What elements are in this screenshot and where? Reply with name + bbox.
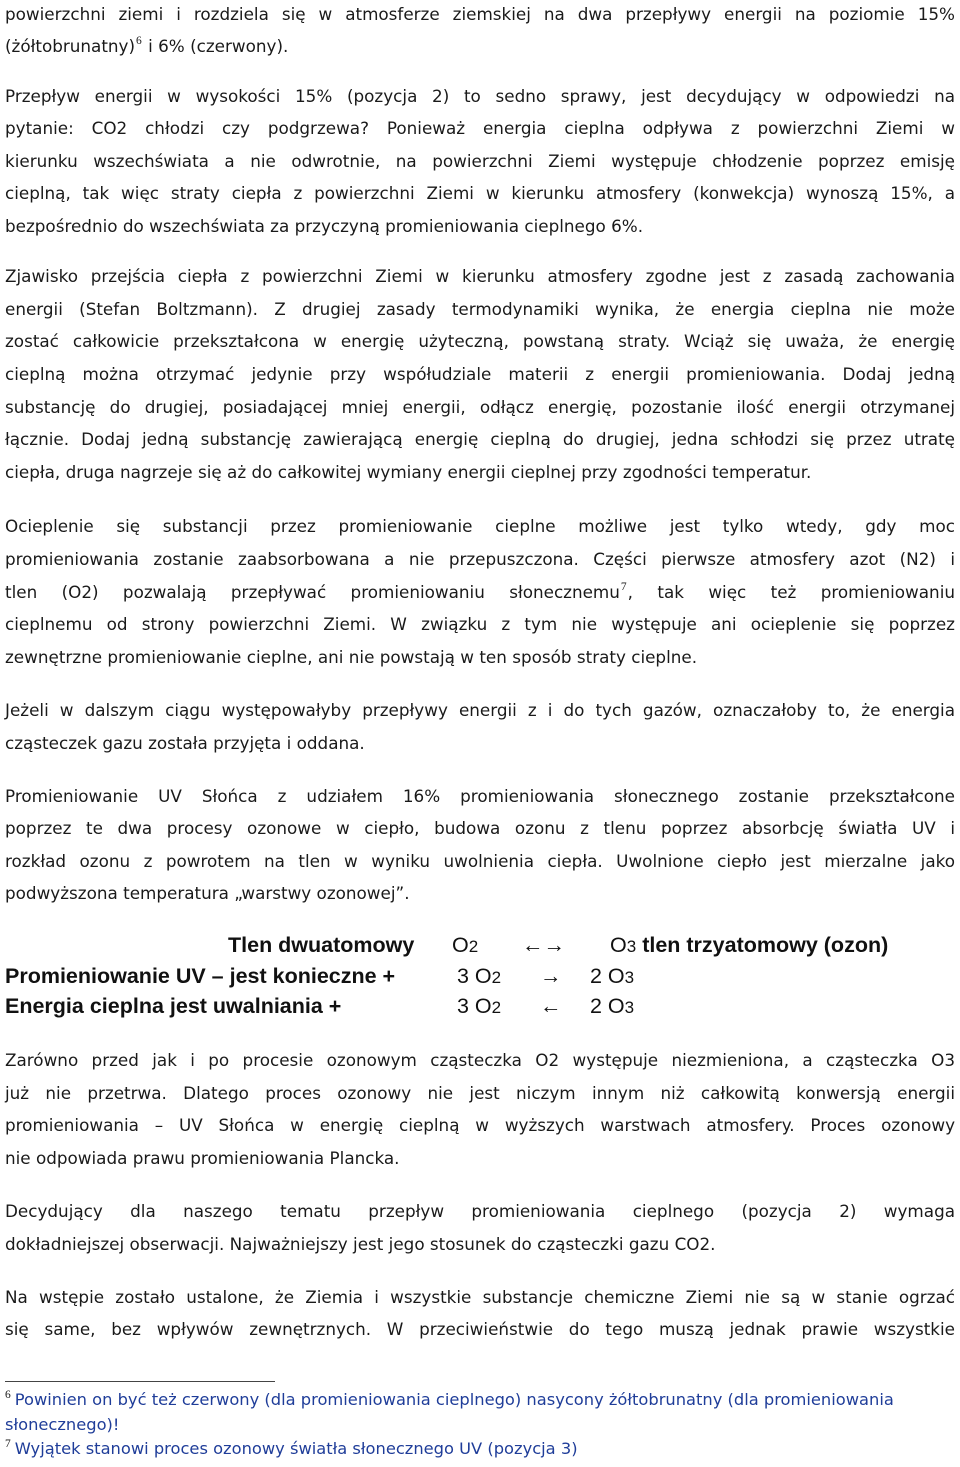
- paragraph-line: Na wstępie zostało ustalone, że Ziemia i wszystkie substancje chemiczne Ziemi nie są w stanie ogrzać: [5, 1287, 955, 1307]
- paragraph-line: [5, 30, 955, 62]
- paragraph-line: cieplnemu od strony powierzchni Ziemi. W związku z tym nie występuje ani ocieplenie się poprzez: [5, 614, 955, 634]
- equilibrium-arrow-icon: ←→: [522, 933, 565, 957]
- paragraph-line: zewnętrzne promieniowanie cieplne, ani nie powstają w ten sposób straty cieplne.: [5, 647, 698, 667]
- paragraph-line: dokładniejszej obserwacji. Najważniejszy jest jego stosunek do cząsteczki gazu CO2.: [5, 1234, 716, 1254]
- text-segment: tlen (O2) pozwalają przepływać promieniowaniu słonecznemu: [5, 582, 620, 602]
- equation-row-3-rhs: 2 O3: [590, 994, 635, 1018]
- equation-row-2-label: Promieniowanie UV – jest konieczne +: [5, 964, 396, 988]
- right-arrow-icon: →: [540, 964, 562, 988]
- text-segment: i 6% (czerwony).: [142, 36, 289, 56]
- footnote-7: [5, 1437, 578, 1461]
- paragraph-line: rozkład ozonu z powrotem na tlen w wyniku uwolnienia ciepła. Uwolnione ciepło jest mierzalne jako: [5, 851, 955, 871]
- text-segment: , tak więc też promieniowaniu: [627, 582, 955, 602]
- equation-row-1-o2: O2: [452, 933, 479, 957]
- paragraph-line: Promieniowanie UV Słońca z udziałem 16% promieniowania słonecznego zostanie przekształcone: [5, 786, 955, 806]
- equation-row-1-label: Tlen dwuatomowy: [228, 933, 415, 957]
- paragraph-line: nie odpowiada prawu promieniowania Plancka.: [5, 1148, 400, 1168]
- paragraph-line: cieplną, tak więc straty ciepła z powierzchni Ziemi w kierunku atmosfery (konwekcja) wynoszą 15%, a: [5, 183, 955, 203]
- footnote-text: Powinien on być też czerwony (dla promieniowania cieplnego) nasycony żółtobrunatny (dla promieniowania: [14, 1390, 894, 1409]
- equation-row-3-label: Energia cieplna jest uwalniania +: [5, 994, 342, 1018]
- paragraph-line: Przepływ energii w wysokości 15% (pozycja 2) to sedno sprawy, jest decydujący w odpowiedzi na: [5, 86, 955, 106]
- paragraph-line: Ocieplenie się substancji przez promieniowanie cieplne możliwe jest tylko wtedy, gdy moc: [5, 516, 955, 536]
- footnote-number: 6: [5, 1389, 11, 1401]
- paragraph-line: Zarówno przed jak i po procesie ozonowym cząsteczka O2 występuje niezmieniona, a cząsteczka O3: [5, 1050, 955, 1070]
- paragraph-line: promieniowania – UV Słońca w energię cieplną w wyższych warstwach atmosfery. Proces ozonowy: [5, 1115, 955, 1135]
- paragraph-line: ciepła, druga nagrzeje się aż do całkowitej wymiany energii cieplnej przy zgodności temperatur.: [5, 462, 812, 482]
- paragraph-line: promieniowania zostanie zaabsorbowana a nie przepuszczona. Części pierwsze atmosfery azot (N2) i: [5, 549, 955, 569]
- equation-row-2-lhs: 3 O2: [457, 964, 502, 988]
- footnote-ref-7[interactable]: 7: [620, 581, 627, 593]
- paragraph-line: bezpośrednio do wszechświata za przyczyną promieniowania cieplnego 6%.: [5, 216, 644, 236]
- paragraph-line: cieplną można otrzymać jedynie przy współudziale materii z energii promieniowania. Dodaj jedną: [5, 364, 955, 384]
- paragraph-line: podwyższona temperatura „warstwy ozonowej”.: [5, 883, 410, 903]
- footnote-6: [5, 1388, 894, 1412]
- paragraph-line: zostać całkowicie przekształcona w energię użyteczną, powstaną straty. Wciąż się uważa, że energię: [5, 331, 955, 351]
- left-arrow-icon: ←: [540, 994, 562, 1018]
- paragraph-line: cząsteczek gazu została przyjęta i oddana.: [5, 733, 365, 753]
- footnote-6-continued: [5, 1413, 119, 1437]
- footnote-separator: [5, 1381, 275, 1382]
- text-segment: (żółtobrunatny): [5, 36, 136, 56]
- paragraph-line: pytanie: CO2 chłodzi czy podgrzewa? Ponieważ energia cieplna odpływa z powierzchni Ziemi w: [5, 118, 955, 138]
- paragraph-line: substancję do drugiej, posiadającej mniej energii, odłącz energię, pozostanie ilość energii otrzymanej: [5, 397, 955, 417]
- paragraph-line: Zjawisko przejścia ciepła z powierzchni Ziemi w kierunku atmosfery zgodne jest z zasadą zachowania: [5, 266, 955, 286]
- footnote-number: 7: [5, 1438, 11, 1450]
- paragraph-line: Decydujący dla naszego tematu przepływ promieniowania cieplnego (pozycja 2) wymaga: [5, 1201, 955, 1221]
- paragraph-line: łącznie. Dodaj jedną substancję zawierającą energię cieplną do drugiej, jedna schłodzi się przez utratę: [5, 429, 955, 449]
- equation-row-1-o3: O3 tlen trzyatomowy (ozon): [610, 933, 889, 957]
- footnote-text: Wyjątek stanowi proces ozonowy światła słonecznego UV (pozycja 3): [14, 1439, 578, 1458]
- paragraph-line: powierzchni ziemi i rozdziela się w atmosferze ziemskiej na dwa przepływy energii na poziomie 15%: [5, 4, 955, 24]
- footnote-text: słonecznego)!: [5, 1415, 120, 1434]
- equation-row-3-lhs: 3 O2: [457, 994, 502, 1018]
- paragraph-line: kierunku wszechświata a nie odwrotnie, na powierzchni Ziemi występuje chłodzenie poprzez emisję: [5, 151, 955, 171]
- paragraph-line: się same, bez wpływów zewnętrznych. W przeciwieństwie do tego muszą jednak prawie wszystkie: [5, 1319, 955, 1339]
- equation-row-2-rhs: 2 O3: [590, 964, 635, 988]
- footnote-ref-6[interactable]: 6: [136, 35, 142, 47]
- paragraph-line: energii (Stefan Boltzmann). Z drugiej zasady termodynamiki wynika, że energia cieplna nie może: [5, 299, 955, 319]
- paragraph-line: poprzez te dwa procesy ozonowe w ciepło, budowa ozonu z tlenu poprzez absorbcję światła UV i: [5, 818, 955, 838]
- paragraph-line: już nie przetrwa. Dlatego proces ozonowy nie jest niczym innym niż całkowitą konwersją energii: [5, 1083, 955, 1103]
- paragraph-line: [5, 576, 955, 608]
- paragraph-line: Jeżeli w dalszym ciągu występowałyby przepływy energii z i do tych gazów, oznaczałoby to, że energia: [5, 700, 955, 720]
